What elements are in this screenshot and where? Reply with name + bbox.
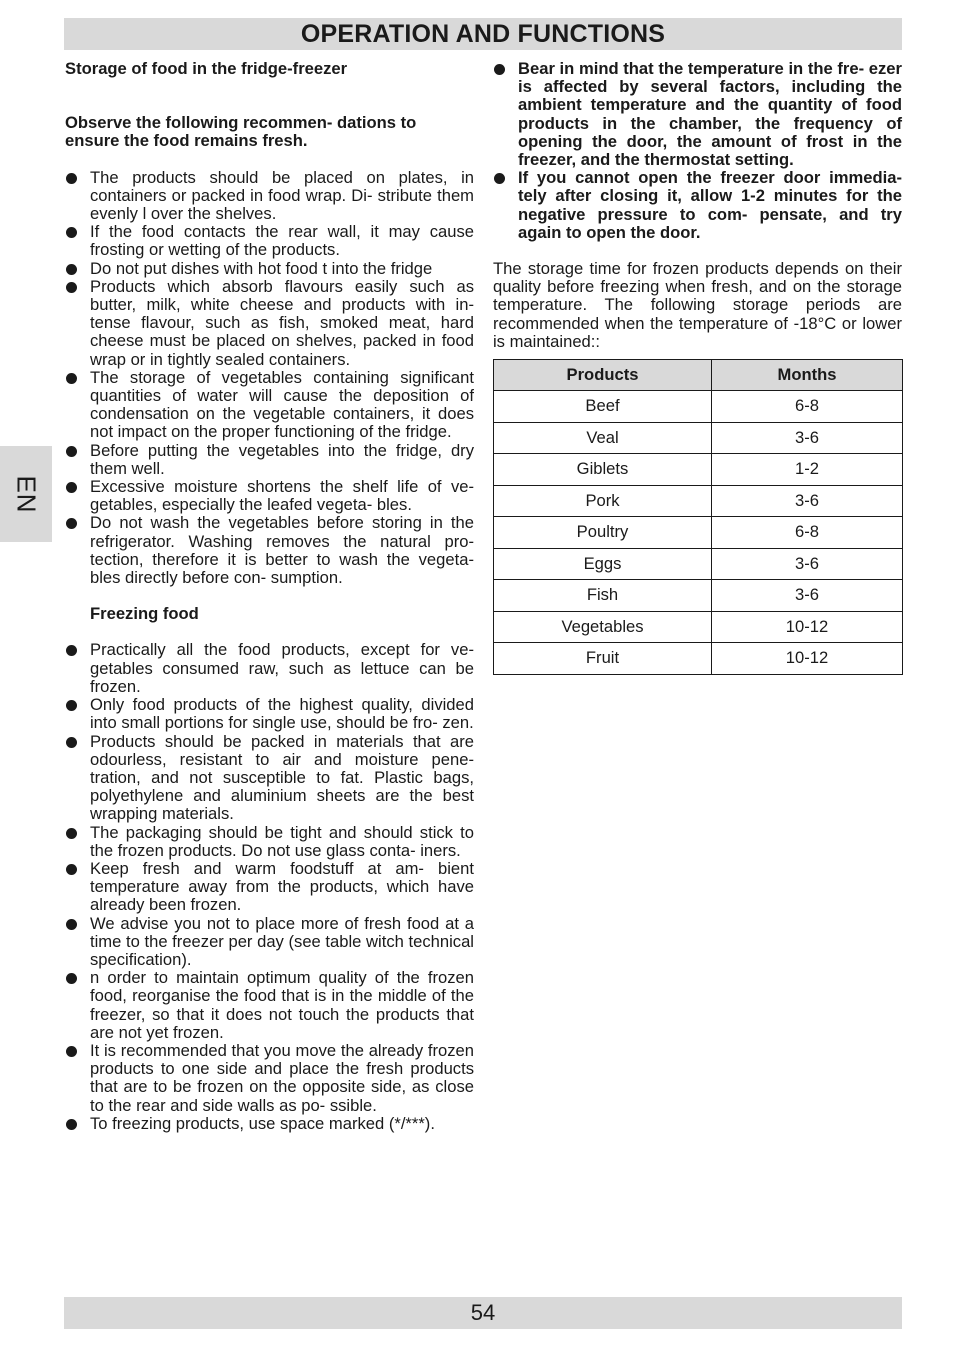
months-cell: 3-6 xyxy=(712,422,903,454)
months-cell: 3-6 xyxy=(712,548,903,580)
list-item: Do not wash the vegetables before storing in the refrigerator. Washing removes the natural pro- tection, therefore it is better to wash the vegeta- bles directly before con- sumption. xyxy=(65,514,474,587)
column-header-products: Products xyxy=(494,360,712,391)
storage-time-paragraph: The storage time for frozen products depends on their quality before freezing when fresh, and on the storage temperature. The following storage periods are recommended when the temperature of -18°C or lower is maintained:: xyxy=(493,259,902,351)
list-item: The products should be placed on plates, in containers or packed in food wrap. Di- stribute them evenly l over the shelves. xyxy=(65,169,474,224)
recommendations-heading: Observe the following recommen- dations to ensure the food remains fresh. xyxy=(65,113,417,151)
months-cell: 6-8 xyxy=(712,391,903,423)
list-item: Products should be packed in materials that are odourless, resistant to air and moisture pene- tration, and not susceptible to fat. Plastic bags, polyethylene and aluminium sheets are the best wrapping materials. xyxy=(65,733,474,824)
list-item: Bear in mind that the temperature in the fre- ezer is affected by several factors, including the ambient temperature and the quantity of food products in the chamber, the frequency of opening the door, the amount of frost in the freezer, and the thermostat setting. xyxy=(493,60,902,169)
language-tab xyxy=(0,446,52,542)
header-bar xyxy=(64,18,902,50)
page-number: 54 xyxy=(470,1300,496,1325)
table-row xyxy=(494,485,903,517)
list-item: Practically all the food products, except for ve- getables consumed raw, such as lettuce can be frozen. xyxy=(65,641,474,696)
table-row xyxy=(494,611,903,643)
list-item: To freezing products, use space marked (*/***). xyxy=(65,1115,474,1133)
list-item: Products which absorb flavours easily such as butter, milk, white cheese and products with in- tense flavour, such as fish, smoked meat, hard cheese must be placed on shelves, packed in food wrap or in tightly sealed containers. xyxy=(65,278,474,369)
storage-tips-list xyxy=(65,169,474,588)
language-label: EN xyxy=(11,474,42,514)
product-cell: Vegetables xyxy=(494,611,712,643)
list-item: Before putting the vegetables into the fridge, dry them well. xyxy=(65,442,474,478)
column-header-months: Months xyxy=(712,360,903,391)
left-column xyxy=(65,60,474,1133)
list-item: If the food contacts the rear wall, it may cause frosting or wetting of the products. xyxy=(65,223,474,259)
list-item: It is recommended that you move the already frozen products to one side and place the fresh products that are to be frozen on the opposite side, as close to the rear and side walls as po- ssible. xyxy=(65,1042,474,1115)
product-cell: Poultry xyxy=(494,517,712,549)
product-cell: Veal xyxy=(494,422,712,454)
table-row xyxy=(494,454,903,486)
freezer-notes-list xyxy=(493,60,902,242)
section-heading-storage: Storage of food in the fridge-freezer xyxy=(65,59,348,78)
product-cell: Fish xyxy=(494,580,712,612)
product-cell: Eggs xyxy=(494,548,712,580)
list-item: We advise you not to place more of fresh food at a time to the freezer per day (see table witch technical specification). xyxy=(65,915,474,970)
freezing-tips-list xyxy=(65,641,474,1132)
product-cell: Giblets xyxy=(494,454,712,486)
product-cell: Beef xyxy=(494,391,712,423)
months-cell: 10-12 xyxy=(712,643,903,675)
table-header-row xyxy=(494,360,903,391)
months-cell: 6-8 xyxy=(712,517,903,549)
list-item: Only food products of the highest quality, divided into small portions for single use, should be fro- zen. xyxy=(65,696,474,732)
table-row xyxy=(494,643,903,675)
table-row xyxy=(494,580,903,612)
list-item: If you cannot open the freezer door immedia- tely after closing it, allow 1-2 minutes for the negative pressure to com- pensate, and try again to open the door. xyxy=(493,169,902,242)
table-row xyxy=(494,548,903,580)
page-title: OPERATION AND FUNCTIONS xyxy=(300,19,666,48)
section-heading-freezing: Freezing food xyxy=(90,604,199,624)
list-item: Do not put dishes with hot food t into the fridge xyxy=(65,260,474,278)
months-cell: 3-6 xyxy=(712,580,903,612)
product-cell: Fruit xyxy=(494,643,712,675)
table-row xyxy=(494,517,903,549)
product-cell: Pork xyxy=(494,485,712,517)
months-cell: 3-6 xyxy=(712,485,903,517)
footer-bar xyxy=(64,1297,902,1329)
list-item: n order to maintain optimum quality of the frozen food, reorganise the food that is in the middle of the freezer, so that it does not touch the products that are not yet frozen. xyxy=(65,969,474,1042)
table-row xyxy=(494,391,903,423)
table-row xyxy=(494,422,903,454)
months-cell: 1-2 xyxy=(712,454,903,486)
list-item: The storage of vegetables containing significant quantities of water will cause the deposition of condensation on the vegetable containers, it does not impact on the proper functioning of the fridge. xyxy=(65,369,474,442)
storage-periods-table xyxy=(493,359,903,675)
list-item: The packaging should be tight and should stick to the frozen products. Do not use glass conta- iners. xyxy=(65,824,474,860)
list-item: Keep fresh and warm foodstuff at am- bient temperature away from the products, which have already been frozen. xyxy=(65,860,474,915)
list-item: Excessive moisture shortens the shelf life of ve- getables, especially the leafed vegeta- bles. xyxy=(65,478,474,514)
right-column xyxy=(493,60,902,675)
months-cell: 10-12 xyxy=(712,611,903,643)
